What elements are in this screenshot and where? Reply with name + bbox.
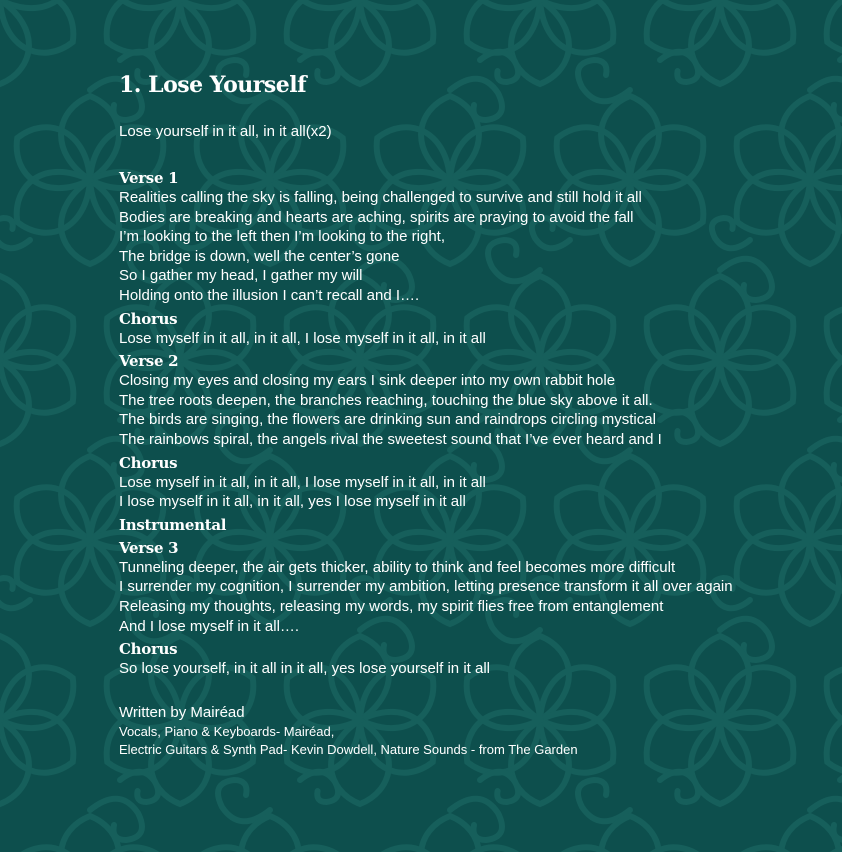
section-lines (119, 473, 819, 512)
section-heading: Verse 1 (119, 169, 179, 187)
section-lines (119, 659, 819, 679)
lyric-section (119, 639, 819, 679)
lyric-line: The tree roots deepen, the branches reaching, touching the blue sky above it all. (119, 391, 653, 409)
written-by: Written by Mairéad (119, 703, 245, 721)
lyric-section (119, 168, 819, 306)
pattern-petal (781, 816, 839, 852)
lyric-section (119, 351, 819, 449)
section-lines (119, 329, 819, 349)
lyric-line: Releasing my thoughts, releasing my words, my spirit flies free from entanglement (119, 597, 664, 615)
pattern-swirl (480, 772, 518, 802)
lyric-section (119, 453, 819, 512)
section-heading: Instrumental (119, 515, 227, 534)
pattern-petal (256, 833, 358, 852)
section-lines (119, 558, 819, 636)
lyric-line: Holding onto the illusion I can’t recall and I…. (119, 286, 420, 304)
pattern-swirl (218, 780, 270, 821)
pattern-petal (543, 833, 645, 852)
section-lines (119, 188, 819, 306)
pattern-swirl (120, 772, 158, 802)
pattern-swirl (578, 780, 630, 821)
pattern-petal (616, 833, 718, 852)
lyric-line: I’m looking to the left then I’m looking to the right, (119, 228, 446, 246)
pattern-petal (183, 833, 285, 852)
section-heading: Verse 2 (119, 352, 179, 371)
lyric-line: Realities calling the sky is falling, being challenged to survive and still hold it all (119, 189, 642, 206)
lyric-line: The bridge is down, well the center’s gone (119, 247, 400, 265)
additional-credit: Electric Guitars & Synth Pad- Kevin Dowdell, Nature Sounds - from The Garden (119, 741, 578, 757)
credits (119, 703, 819, 759)
lyric-line: Tunneling deeper, the air gets thicker, ability to think and feel becomes more difficult (119, 558, 676, 576)
pattern-petal (61, 816, 119, 852)
lyric-section (119, 538, 819, 636)
pattern-swirl (660, 772, 698, 802)
pattern-petal (723, 833, 825, 852)
lyrics-content (119, 68, 819, 759)
pattern-swirl (300, 772, 338, 802)
section-lines (119, 371, 819, 449)
lyrics-sections (119, 168, 819, 679)
pattern-petal (813, 0, 842, 67)
song-title: 1. Lose Yourself (119, 72, 307, 98)
section-heading: Chorus (119, 453, 178, 472)
lyric-line: Lose myself in it all, in it all, I lose myself in it all, in it all (119, 329, 486, 347)
lyric-line: I surrender my cognition, I surrender my ambition, letting presence transform it all over again (119, 578, 733, 596)
lyric-line: The birds are singing, the flowers are drinking sun and raindrops circling mystical (119, 411, 656, 429)
intro-line: Lose yourself in it all, in it all(x2) (119, 123, 332, 140)
lyric-section (119, 309, 819, 349)
pattern-petal (363, 833, 465, 852)
pattern-petal (421, 816, 479, 852)
pattern-swirl (0, 218, 30, 248)
lyric-line: Lose myself in it all, in it all, I lose myself in it all, in it all (119, 473, 486, 491)
performers-credit: Vocals, Piano & Keyboards- Mairéad, (119, 723, 335, 739)
lyric-line: Closing my eyes and closing my ears I sink deeper into my own rabbit hole (119, 372, 616, 390)
section-heading: Verse 3 (119, 538, 179, 557)
pattern-petal (3, 833, 105, 852)
lyric-section (119, 515, 819, 535)
lyric-line: So I gather my head, I gather my will (119, 267, 363, 285)
lyric-line: And I lose myself in it all…. (119, 617, 300, 635)
lyric-line: Bodies are breaking and hearts are aching, spirits are praying to avoid the fall (119, 208, 634, 226)
section-heading: Chorus (119, 309, 178, 328)
pattern-swirl (0, 578, 30, 608)
section-heading: Chorus (119, 640, 178, 659)
lyric-line: I lose myself in it all, in it all, yes I lose myself in it all (119, 493, 466, 511)
lyric-line: So lose yourself, in it all in it all, yes lose yourself in it all (119, 660, 490, 678)
lyric-line: The rainbows spiral, the angels rival the sweetest sound that I’ve ever heard and I (119, 430, 662, 448)
